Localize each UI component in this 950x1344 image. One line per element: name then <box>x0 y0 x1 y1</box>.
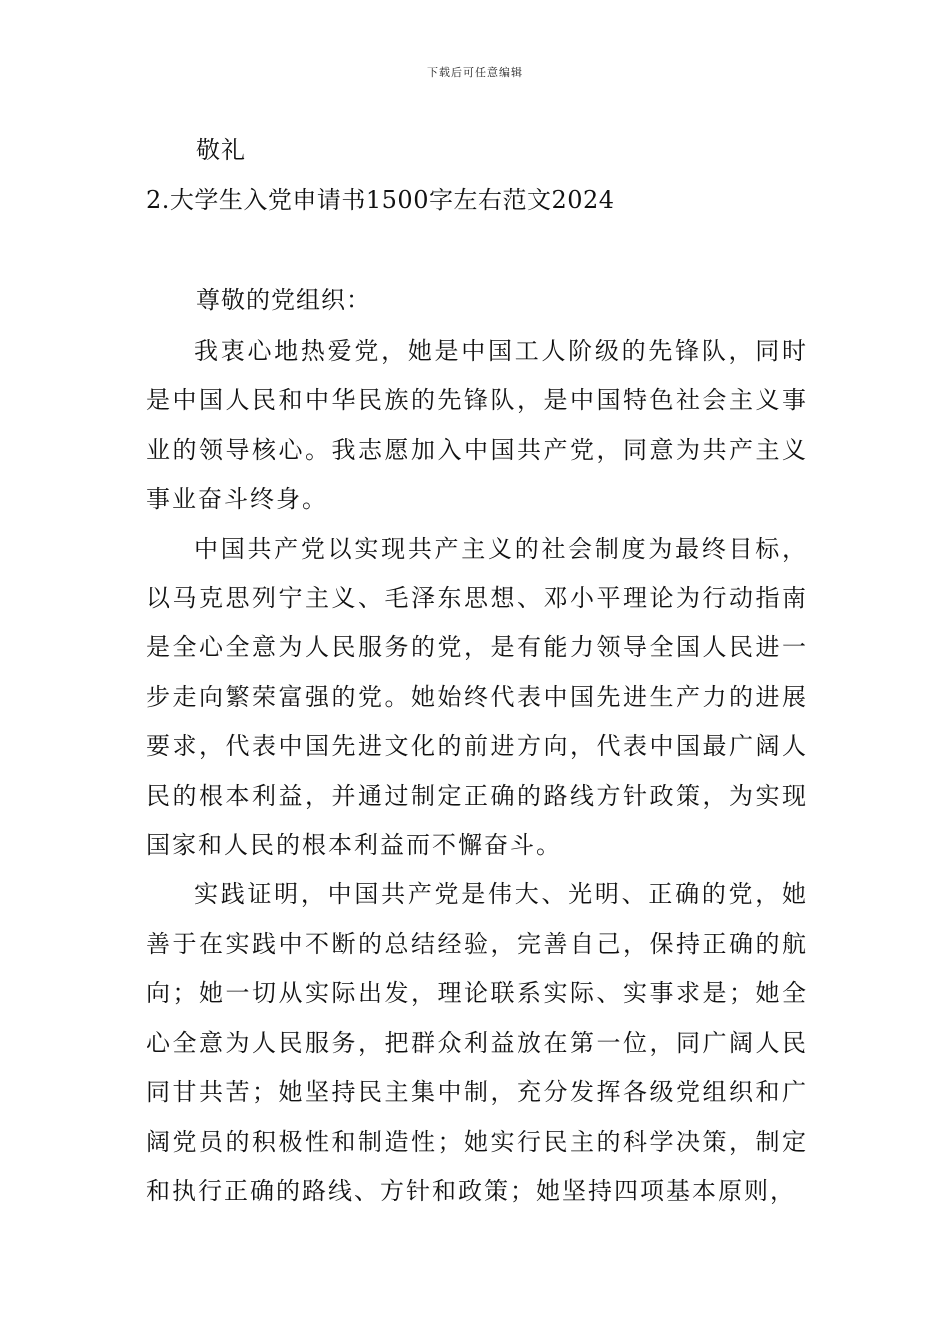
page-header-note: 下载后可任意编辑 <box>427 66 523 79</box>
paragraph: 中国共产党以实现共产主义的社会制度为最终目标，以马克思列宁主义、毛泽东思想、邓小平理论为行动指南是全心全意为人民服务的党，是有能力领导全国人民进一步走向繁荣富强的党。她始终代表中国先进生产力的进展要求，代表中国先进文化的前进方向，代表中国最广阔人民的根本利益，并通过制定正确的路线方针政策，为实现国家和人民的根本利益而不懈奋斗。 <box>146 534 808 860</box>
paragraph: 实践证明，中国共产党是伟大、光明、正确的党，她善于在实践中不断的总结经验，完善自己，保持正确的航向；她一切从实际出发，理论联系实际、实事求是；她全心全意为人民服务，把群众利益放在第一位，同广阔人民同甘共苦；她坚持民主集中制，充分发挥各级党组织和广阔党员的积极性和制造性；她实行民主的科学决策，制定和执行正确的路线、方针和政策；她坚持四项基本原则， <box>146 880 808 1205</box>
closing-salutation: 敬礼 <box>196 136 246 164</box>
paragraph-list <box>146 327 808 1216</box>
greeting: 尊敬的党组织： <box>196 286 371 314</box>
paragraph: 我衷心地热爱党，她是中国工人阶级的先锋队，同时是中国人民和中华民族的先锋队，是中国特色社会主义事业的领导核心。我志愿加入中国共产党，同意为共产主义事业奋斗终身。 <box>146 337 808 514</box>
section-title: 2.大学生入党申请书1500字左右范文2024 <box>146 186 615 214</box>
